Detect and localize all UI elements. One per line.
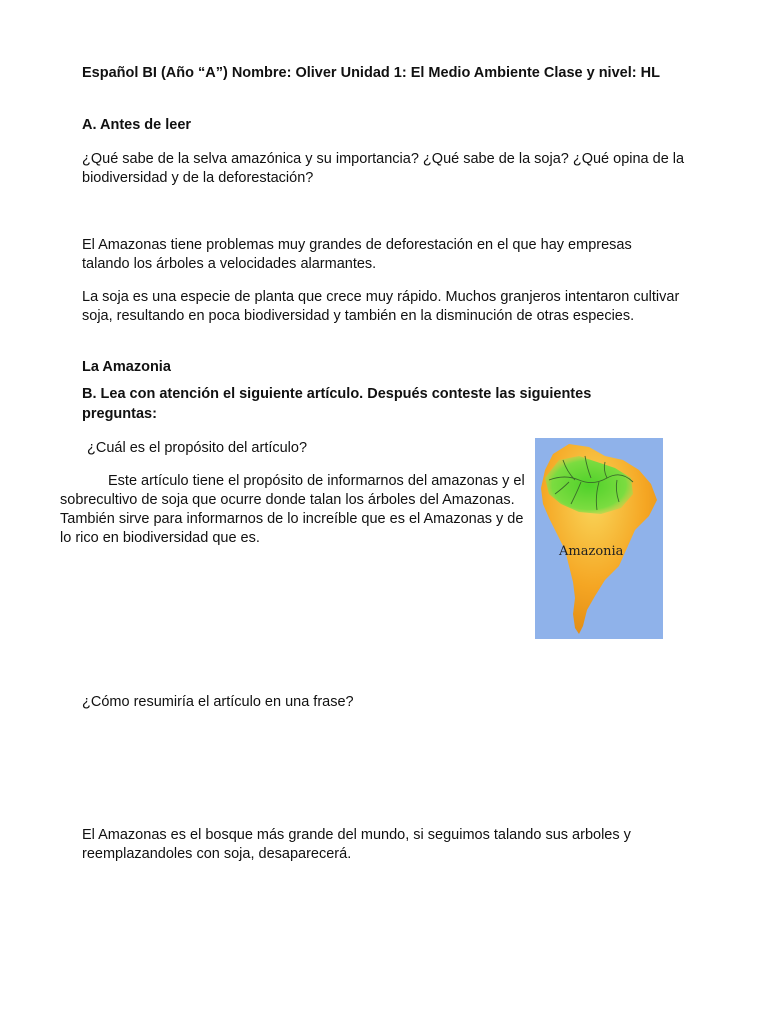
answer-amazon-deforestation: El Amazonas tiene problemas muy grandes de deforestación en el que hay empresas talando los árboles a velocidades alarmantes. bbox=[82, 237, 632, 272]
amazonia-label: Amazonia bbox=[559, 544, 624, 559]
section-b-heading: B. Lea con atención el siguiente artículo. Después conteste las siguientes preguntas: bbox=[82, 386, 592, 422]
summary-answer: El Amazonas es el bosque más grande del mundo, si seguimos talando sus arboles y reemplazandoles con soja, desaparecerá. bbox=[82, 827, 631, 862]
document-header: Español BI (Año “A”) Nombre: Oliver Unidad 1: El Medio Ambiente Clase y nivel: HL bbox=[82, 65, 660, 81]
article-title: La Amazonia bbox=[82, 359, 171, 375]
summary-question: ¿Cómo resumiría el artículo en una frase? bbox=[82, 694, 354, 710]
amazonia-map bbox=[535, 438, 663, 639]
purpose-question: ¿Cuál es el propósito del artículo? bbox=[87, 440, 308, 456]
purpose-answer: Este artículo tiene el propósito de informarnos del amazonas y el sobrecultivo de soja que ocurre donde talan los árboles del Amazonas. También sirve para informarnos de lo increíble que es el Amazonas y de lo rico en biodiversidad que es. bbox=[60, 473, 525, 546]
section-a-heading: A. Antes de leer bbox=[82, 117, 192, 133]
intro-question: ¿Qué sabe de la selva amazónica y su importancia? ¿Qué sabe de la soja? ¿Qué opina de la biodiversidad y de la deforestación? bbox=[82, 151, 685, 186]
answer-soy: La soja es una especie de planta que crece muy rápido. Muchos granjeros intentaron cultivar soja, resultando en poca biodiversidad y también en la disminución de otras especies. bbox=[82, 289, 680, 324]
